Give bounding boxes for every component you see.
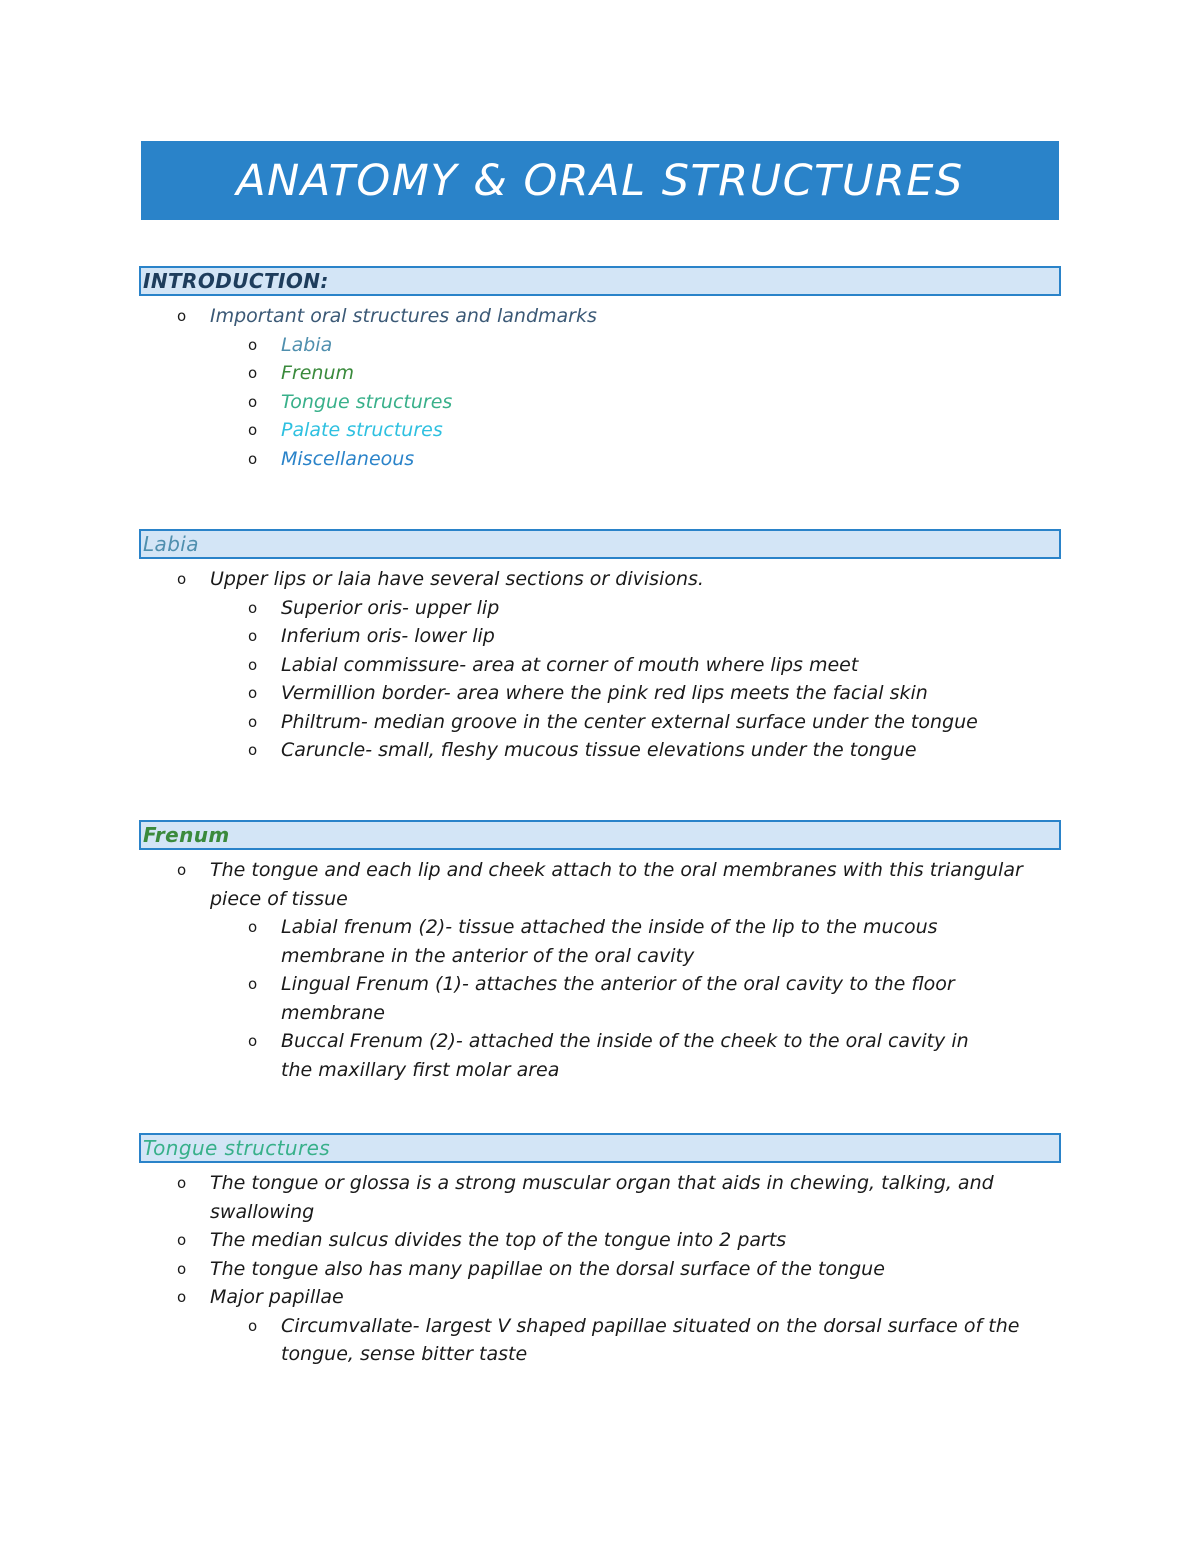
list-item-text: Upper lips or laia have several sections or divisions. [210, 568, 704, 590]
list-item [139, 1226, 1031, 1255]
list-item [139, 1283, 1031, 1312]
list-item-tongue [210, 388, 1061, 417]
bullet-icon: o [248, 421, 258, 439]
list-item-text: Labial frenum (2)- tissue attached the inside of the lip to the mucous membrane in the anterior of the oral cavity [281, 916, 938, 967]
bullet-icon: o [177, 307, 187, 325]
list-item [139, 565, 1061, 594]
list-item [139, 1169, 1031, 1226]
section-labia [139, 529, 1061, 765]
list-item [210, 708, 1061, 737]
bullet-icon: o [248, 975, 258, 993]
list-item [139, 302, 1061, 331]
bullet-icon: o [248, 449, 258, 468]
bullet-icon: o [248, 392, 258, 411]
list-item-text: Frenum [281, 362, 355, 384]
list-item-text: Palate structures [281, 419, 443, 441]
list-item-text: Lingual Frenum (1)- attaches the anterior of the oral cavity to the floor membrane [281, 973, 955, 1024]
list-item-text: Circumvallate- largest V shaped papillae situated on the dorsal surface of the tongue, sense bitter taste [281, 1314, 1020, 1365]
list-item [210, 970, 981, 1027]
list-item-text: Labial commissure- area at corner of mouth where lips meet [281, 653, 859, 676]
list-item-text: Inferium oris- lower lip [281, 625, 495, 647]
list-item-text: Tongue structures [281, 390, 453, 413]
bullet-icon: o [248, 655, 258, 674]
list-item [210, 622, 1061, 651]
list-item-text: Important oral structures and landmarks [210, 305, 597, 327]
list-item-frenum [210, 359, 1061, 388]
bullet-icon: o [248, 627, 258, 645]
list-item-miscellaneous [210, 445, 1061, 474]
list-item-text: The tongue also has many papillae on the dorsal surface of the tongue [210, 1257, 885, 1280]
tongue-sublist [139, 1312, 1061, 1369]
list-item [210, 1027, 981, 1084]
bullet-icon: o [248, 684, 258, 702]
list-item-labia [210, 331, 1061, 360]
list-item [210, 736, 1061, 765]
section-frenum [139, 820, 1061, 1084]
list-item-palate [210, 416, 1061, 445]
list-item-text: The median sulcus divides the top of the tongue into 2 parts [210, 1229, 787, 1251]
list-item-text: Labia [281, 333, 333, 356]
labia-list [139, 565, 1061, 594]
section-introduction [139, 266, 1061, 473]
section-heading-introduction: INTRODUCTION: [139, 266, 1061, 296]
bullet-icon: o [248, 712, 258, 731]
bullet-icon: o [248, 1032, 258, 1050]
bullet-icon: o [177, 861, 187, 879]
page-title: ANATOMY & ORAL STRUCTURES [236, 155, 964, 206]
list-item [210, 679, 1061, 708]
frenum-sublist [139, 913, 1061, 1084]
list-item [139, 1255, 1031, 1284]
bullet-icon: o [248, 1316, 258, 1335]
bullet-icon: o [177, 1231, 187, 1249]
bullet-icon: o [177, 1259, 187, 1278]
bullet-icon: o [248, 918, 258, 936]
list-item-text: Miscellaneous [281, 447, 415, 470]
list-item-text: Caruncle- small, fleshy mucous tissue elevations under the tongue [281, 739, 917, 761]
section-heading-frenum: Frenum [139, 820, 1061, 850]
list-item-text: Superior oris- upper lip [281, 596, 500, 619]
labia-sublist [139, 594, 1061, 765]
bullet-icon: o [177, 570, 187, 588]
bullet-icon: o [248, 598, 258, 617]
bullet-icon: o [177, 1174, 187, 1192]
list-item [210, 594, 1061, 623]
list-item-text: Major papillae [210, 1286, 344, 1308]
list-item-text: The tongue or glossa is a strong muscular organ that aids in chewing, talking, and swallowing [210, 1172, 994, 1223]
bullet-icon: o [248, 741, 258, 759]
frenum-list [139, 856, 1061, 913]
list-item [139, 856, 1061, 913]
list-item [210, 651, 1061, 680]
list-item-text: Philtrum- median groove in the center external surface under the tongue [281, 710, 978, 733]
introduction-sublist [139, 331, 1061, 474]
tongue-list [139, 1169, 1061, 1312]
bullet-icon: o [248, 364, 258, 382]
introduction-list [139, 302, 1061, 331]
section-heading-labia: Labia [139, 529, 1061, 559]
list-item-text: The tongue and each lip and cheek attach to the oral membranes with this triangular piece of tissue [210, 859, 1023, 910]
list-item [210, 1312, 1021, 1369]
bullet-icon: o [177, 1288, 187, 1306]
list-item [210, 913, 981, 970]
list-item-text: Vermillion border- area where the pink red lips meets the facial skin [281, 682, 928, 704]
list-item-text: Buccal Frenum (2)- attached the inside of the cheek to the oral cavity in the maxillary first molar area [281, 1030, 969, 1081]
title-bar [141, 141, 1059, 220]
bullet-icon: o [248, 335, 258, 354]
section-heading-tongue-structures: Tongue structures [139, 1133, 1061, 1163]
section-tongue-structures [139, 1133, 1061, 1369]
